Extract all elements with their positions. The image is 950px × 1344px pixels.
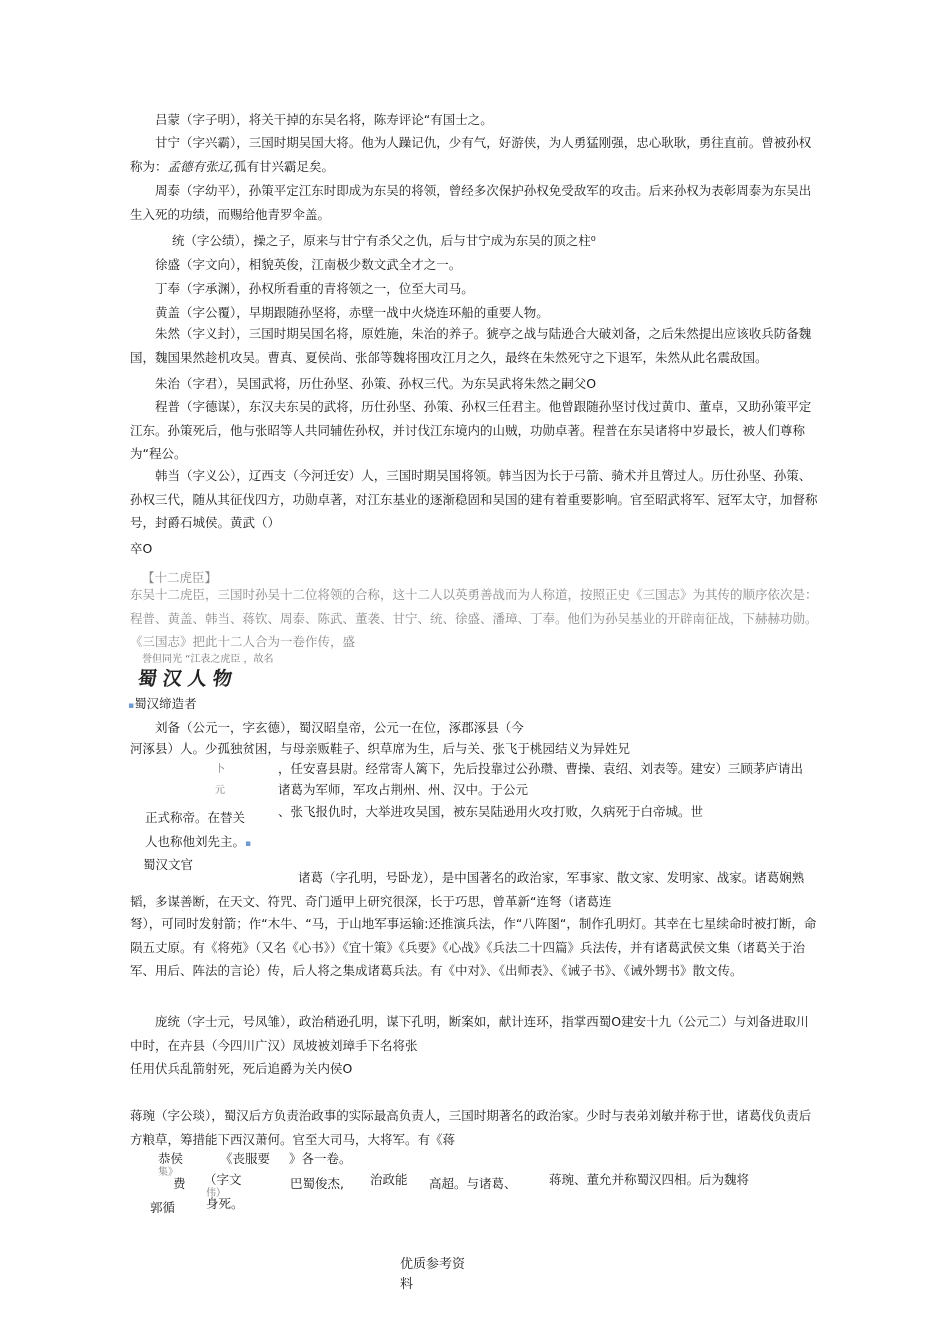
gan-ning-text: 甘宁（字兴霸），三国时期吴国大将。他为人躁记仇，少有气，好游侠，为人勇猛刚强，忠心耿耿，勇往直前。曾被孙权称为：	[130, 135, 812, 174]
bullet-dot: ▪	[128, 701, 135, 711]
liu-bei-line-2: 河涿县）人。少孤独贫困，与母亲贩鞋子、织草席为生，后与关、张飞于桃园结义为异姓兄	[130, 741, 631, 756]
fragment-bashu: 巴蜀俊杰,	[290, 1176, 344, 1191]
fragment-wei: 伟）	[206, 1188, 226, 1199]
page-footer	[400, 1255, 465, 1295]
paragraph-cheng-pu: 程普（字德谋），东汉夫东吴的武将，历仕孙坚、孙策、孙权三任君主。他曾跟随孙坚讨伐过黄巾、董卓，又助孙策平定江东。孙策死后，他与张昭等人共同辅佐孙权，并讨伐江东境内的山贼，功勋卓著。程普在东吴诸将中岁最长，被人们尊称为“程公。	[130, 399, 812, 461]
pang-tong-end: 任用伏兵乱箭射死，死后追爵为关内侯O	[130, 1061, 353, 1076]
section-heading-twelve-tigers: 【十二虎臣】	[142, 570, 218, 585]
fragment-gejuan: 》各一卷。	[289, 1151, 352, 1166]
liu-bei-line-4: 诸葛为军师，军攻占荆州、州、汉中。于公元	[278, 782, 529, 797]
subheading-founder: ▪蜀汉缔造者	[128, 696, 197, 711]
fragment-bu: 卜	[215, 764, 225, 775]
gan-ning-quote: 孟德有张辽,	[167, 158, 234, 174]
paragraph-xu-sheng: 徐盛（字文向），相貌英俊，江南极少数文武全才之一。	[155, 257, 462, 272]
paragraph-han-dang: 韩当（字义公），辽西支（今河迁安）人，三国时期吴国将领。韩当因为长于弓箭、骑术并且膂过人。历仕孙坚、孙策、孙权三代，随从其征伐四方，功勋卓著，对江东基业的逐渐稳固和吴国的建有着重要影响。官至昭武将军、冠军太守，加督称号，封爵石城侯。黄武（）	[130, 468, 818, 530]
fragment-four-ministers: 蒋琬、董允并称蜀汉四相。后为魏将	[549, 1172, 750, 1187]
fragment-fei: 费	[173, 1176, 186, 1191]
fragment-zhizheng: 治政能	[370, 1172, 408, 1187]
paragraph-lu-meng: 吕蒙（字子明），将关干掉的东吴名将，陈寿评论“有国士之。	[155, 112, 493, 127]
fragment-shensi: 身死。	[206, 1196, 244, 1211]
paragraph-zu: 卒O	[130, 541, 153, 556]
handwritten-title-shu-han-figures: 蜀汉人物	[136, 668, 240, 690]
fragment-sangfu: 《丧服要	[220, 1151, 271, 1166]
paragraph-zhuge-liang: 诸葛（字孔明，号卧龙），是中国著名的政治家，军事家、散文家、发明家、战家。诸葛娴熟韬，多谋善断，在天文、符咒、奇门遁甲上研究很深，长于巧思，曾革新“连弩（诸葛连	[130, 870, 805, 909]
paragraph-zhuge-liang-cont: 弩），可同时发射箭；作“木牛、“马，于山地军事运输:还推演兵法，作“八阵图“，制作孔明灯。其幸在七星续命时被打断，命陨五丈原。有《将苑》（又名《心书》）《宜十策》《兵要》《心战》《兵法二十四篇》兵法传，并有诸葛武侯文集（诸葛关于治军、用后、阵法的言论）传，后人将之集成诸葛兵法。有《中对》、《出师表》、《诫子书》、《诫外甥书》散文传。	[130, 916, 817, 978]
bullet-dot: ▪	[245, 839, 252, 849]
liu-bei-line-1: 刘备（公元一，字玄德），蜀汉昭皇帝，公元一在位，涿郡涿县（今	[155, 720, 524, 735]
paragraph-pang-tong: 庞统（字士元，号凤雏），政治稍逊孔明，谋下孔明，断案如，献计连环，指掌西蜀O建安十九（公元二）与刘备进取川中时，在卉县（今四川广汉）凤坡被刘璋手下名将张	[130, 1014, 809, 1053]
paragraph-ling-tong: 统（字公绩），操之子，原来与甘宁有杀父之仇，后与甘宁成为东吴的顶之柱⁰	[172, 233, 596, 248]
fragment-zi: （字文	[204, 1172, 242, 1187]
fragment-guoxun: 郭循	[150, 1200, 176, 1215]
footer-line-1: 优质参考资	[400, 1257, 466, 1272]
gan-ning-text-end: 孤有甘兴霸足矣。	[234, 158, 335, 174]
subheading-officials: 蜀汉文官	[143, 857, 194, 872]
fragment-gonghou: 恭侯	[158, 1151, 184, 1166]
liu-bei-line-7: 人也称他刘先主。▪	[145, 834, 252, 849]
paragraph-zhu-zhi: 朱治（字君），吴国武将，历仕孙坚、孙策、孙权三代。为东吴武将朱然之嗣父O	[155, 376, 597, 391]
paragraph-zhu-ran: 朱然（字义封），三国时期吴国名将，原姓施，朱治的养子。猇亭之战与陆逊合大破刘备，之后朱然提出应该收兵防备魏国，魏国果然趁机攻吴。曹真、夏侯尚、张郃等魏将围攻江月之久，最终在朱然死守之下退军，朱然从此名震敌国。	[130, 326, 812, 365]
paragraph-zhou-tai: 周泰（字幼平），孙策平定江东时即成为东吴的将领，曾经多次保护孙权免受敌军的攻击。后来孙权为表彰周泰为东吴出生入死的功绩，而赐给他青罗伞盖。	[130, 183, 812, 222]
paragraph-ding-feng: 丁奉（字承渊），孙权所看重的青将领之一，位至大司马。	[155, 281, 474, 296]
fragment-gaochao: 高超。与诸葛、	[429, 1176, 517, 1191]
paragraph-huang-gai: 黄盖（字公覆），早期跟随孙坚将，赤壁一战中火烧连环船的重要人物。	[155, 305, 549, 320]
paragraph-jiang-wan: 蒋琬（字公琰），蜀汉后方负责治政事的实际最高负责人，三国时期著名的政治家。少时与表弟刘敏并称于世，诸葛伐负责后方粮草，筹措能下西汉萧何。官至大司马，大将军。有《蒋	[130, 1108, 812, 1147]
paragraph-gan-ning	[130, 131, 820, 178]
footer-line-2: 料	[400, 1277, 414, 1292]
liu-bei-line-3: ，任安喜县尉。经常寄人篱下，先后投靠过公孙瓒、曹操、袁绍、刘表等。建安）三顾茅庐请出	[278, 761, 804, 776]
faint-overlap-line: 誉但同光 “江表之虎臣 ，故名	[142, 654, 274, 665]
paragraph-twelve-tigers: 东吴十二虎臣，三国时孙吴十二位将领的合称，这十二人以英勇善战而为人称道，按照正史《三国志》为其传的顺序依次是：程普、黄盖、韩当、蒋钦、周泰、陈武、董袭、甘宁、统、徐盛、潘璋、丁奉。他们为孙吴基业的开辟南征战，下赫赫功勋。《三国志》把此十二人合为一卷作传，盛	[130, 587, 818, 649]
fragment-ji: 集》	[158, 1167, 178, 1178]
liu-bei-line-6: 正式称帝。在替关	[145, 810, 246, 825]
liu-bei-line-5: 、张飞报仇时，大举进攻吴国，被东吴陆逊用火攻打败，久病死于白帝城。世	[278, 804, 704, 819]
fragment-yuan: 元	[215, 785, 225, 796]
